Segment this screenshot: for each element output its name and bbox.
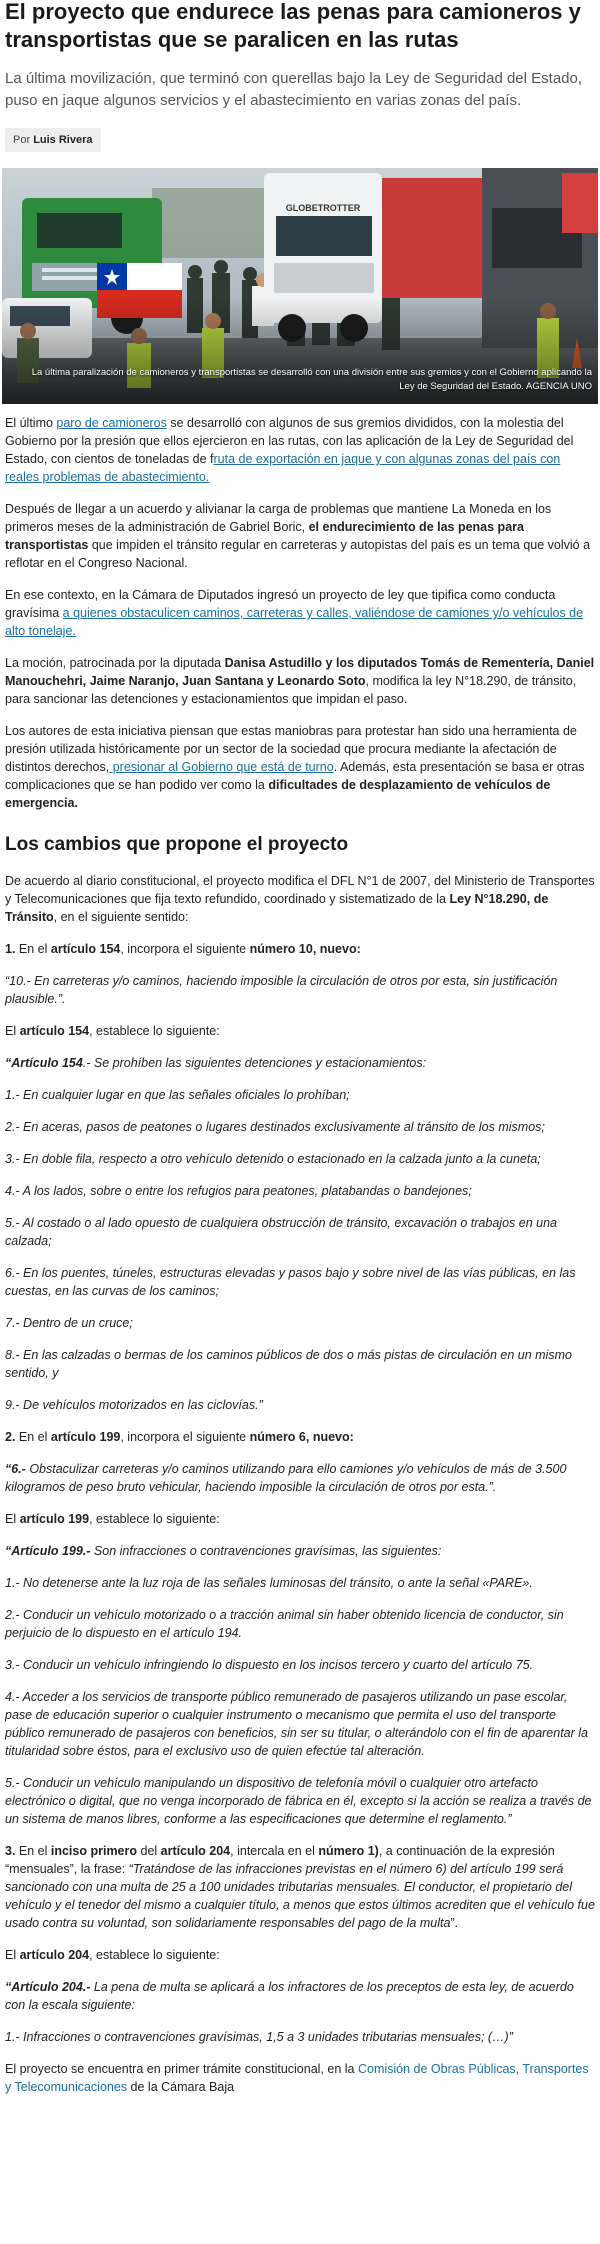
text: , establece lo siguiente: <box>89 1512 220 1526</box>
bold-text: artículo 154 <box>50 942 121 956</box>
article-199-lead <box>5 1542 595 1560</box>
paragraph-7 <box>5 940 595 958</box>
paragraph-12 <box>5 1946 595 1964</box>
article-154-item: 4.- A los lados, sobre o entre los refugios para peatones, platabandas o bandejones; <box>5 1184 472 1198</box>
text: , incorpora el siguiente <box>120 942 250 956</box>
bold-italic-text: “Artículo 154 <box>5 1056 83 1070</box>
italic-text: Obstaculizar carreteras y/o caminos utilizando para ello camiones y/o vehículos de más de 3.500 kilogramos de peso bruto vehicular, haciendo imposible la circulación de otros por esta.”. <box>5 1462 567 1494</box>
bold-italic-text: “Artículo 199.- <box>5 1544 91 1558</box>
bold-italic-text: “6.- <box>5 1462 26 1476</box>
bold-text: inciso primero <box>50 1844 138 1858</box>
bold-text: artículo 154 <box>19 1024 90 1038</box>
text: Los autores de esta iniciativa piensan que estas maniobras para protestar han sido una herramienta de presión utilizada históricamente por un sector de la sociedad que procura mediante la afectación de distintos derechos, <box>5 724 577 774</box>
article-154-item: 1.- En cualquier lugar en que las señales oficiales lo prohíban; <box>5 1088 350 1102</box>
text: El <box>5 1024 20 1038</box>
italic-text: .- Se prohíben las siguientes detenciones y estacionamientos: <box>82 1056 427 1070</box>
text: , establece lo siguiente: <box>89 1948 220 1962</box>
italic-text: Son infracciones o contravenciones gravísimas, las siguientes: <box>90 1544 442 1558</box>
byline <box>5 128 101 152</box>
article-154-item: 7.- Dentro de un cruce; <box>5 1316 133 1330</box>
section-heading: Los cambios que propone el proyecto <box>5 834 349 855</box>
text: En el <box>15 942 51 956</box>
author-link[interactable]: Luis Rivera <box>33 134 93 146</box>
bold-text: artículo 204 <box>19 1948 90 1962</box>
paragraph-1 <box>5 414 595 486</box>
text: , a continuación de la expresión “mensuales”, la frase: <box>5 1844 555 1876</box>
paragraph-6 <box>5 872 595 926</box>
bold-text: Danisa Astudillo y los diputados Tomás de Rementería, Daniel Manouchehri, Jaime Naranjo, Juan Santana y Leonardo Soto <box>5 656 595 688</box>
bold-text: 3. <box>5 1844 16 1858</box>
paragraph-8 <box>5 1022 595 1040</box>
text: de la Cámara Baja <box>127 2080 235 2094</box>
bold-text: número 6, nuevo: <box>249 1430 354 1444</box>
paragraph-9 <box>5 1428 595 1446</box>
bold-text: Ley N°18.290, de Tránsito <box>5 892 549 924</box>
bold-text: 2. <box>5 1430 16 1444</box>
text: , en el siguiente sentido: <box>53 910 189 924</box>
article-154-item: 9.- De vehículos motorizados en las ciclovías.” <box>5 1398 263 1412</box>
text: El proyecto se encuentra en primer trámite constitucional, en la <box>5 2062 358 2076</box>
byline-prefix: Por <box>13 134 31 146</box>
italic-text: La pena de multa se aplicará a los infractores de los preceptos de esta ley, de acuerdo con la escala siguiente: <box>5 1980 574 2012</box>
bold-text: número 10, nuevo: <box>249 942 361 956</box>
text: , incorpora el siguiente <box>120 1430 250 1444</box>
text: En ese contexto, en la Cámara de Diputados ingresó un proyecto de ley que tipifica como conducta gravísima <box>5 588 556 620</box>
bold-text: dificultades de desplazamiento de vehículos de emergencia. <box>5 778 551 810</box>
article-subtitle: La última movilización, que terminó con querellas bajo la Ley de Seguridad del Estado, puso en jaque algunos servicios y el abastecimiento en varias zonas del país. <box>5 70 583 109</box>
article-154-item: 2.- En aceras, pasos de peatones o lugares destinados exclusivamente al tránsito de los mismos; <box>5 1120 545 1134</box>
text: ”. <box>450 1916 459 1930</box>
article-body <box>0 414 600 2096</box>
italic-text: “Tratándose de las infracciones previstas en el número 6) del artículo 199 será sancionado con una multa de 25 a 100 unidades tributarias mensuales. El conductor, el propietario del vehículo y el tenedor del mismo a cualquier título, a menos que estos últimos acrediten que el vehículo fue usado contra su voluntad, son solidariamente responsables del pago de la multa <box>5 1862 595 1930</box>
text: En el <box>15 1844 51 1858</box>
text: La moción, patrocinada por la diputada <box>5 656 225 670</box>
paragraph-3 <box>5 586 595 640</box>
text: del <box>137 1844 161 1858</box>
text: se desarrolló con algunos de sus gremios divididos, con la molestia del Gobierno por la presión que ellos ejercieron en las rutas, con las aplicación de la Ley de Seguridad del Estado, con cientos de toneladas de f <box>5 416 574 466</box>
article-154-item: 6.- En los puentes, túneles, estructuras elevadas y pasos bajo y sobre nivel de las vías públicas, en las cuestas, en las curvas de los caminos; <box>5 1266 576 1298</box>
text: En el <box>15 1430 51 1444</box>
text: El último <box>5 416 57 430</box>
article-154-item: 3.- En doble fila, respecto a otro vehículo detenido o estacionado en la calzada junto a la cuneta; <box>5 1152 541 1166</box>
text: . Además, esta presentación se basa er otras complicaciones que se han podido ver como la <box>5 760 585 792</box>
text: , establece lo siguiente: <box>89 1024 220 1038</box>
article-199-item: 2.- Conducir un vehículo motorizado o a tracción animal sin haber obtenido licencia de conductor, sin perjuicio de lo dispuesto en el artículo 194. <box>5 1608 564 1640</box>
paragraph-4 <box>5 654 595 708</box>
bold-text: 1. <box>5 942 16 956</box>
article-204-lead <box>5 1978 595 2014</box>
article-154-item: 8.- En las calzadas o bermas de los caminos públicos de dos o más pistas de circulación en un mismo sentido, y <box>5 1348 572 1380</box>
text: Después de llegar a un acuerdo y alivianar la carga de problemas que mantiene La Moneda en los primeros meses de la administración de Gabriel Boric, <box>5 502 552 534</box>
paragraph-10 <box>5 1510 595 1528</box>
paragraph-5 <box>5 722 595 812</box>
text: El <box>5 1512 20 1526</box>
bold-text: el endurecimiento de las penas para transportistas <box>5 520 524 552</box>
bold-text: artículo 199 <box>19 1512 90 1526</box>
bold-text: artículo 204 <box>160 1844 231 1858</box>
link-presionar-gobierno[interactable]: presionar al Gobierno que está de turno <box>109 760 334 774</box>
link-paro-camioneros[interactable]: paro de camioneros <box>56 416 167 430</box>
bold-italic-text: “Artículo 204.- <box>5 1980 91 1994</box>
text: De acuerdo al diario constitucional, el proyecto modifica el DFL N°1 de 2007, del Ministerio de Transportes y Telecomunicaciones que fija texto refundido, coordinado y sistematizado de la <box>5 874 595 906</box>
bold-text: número 1) <box>318 1844 379 1858</box>
article-199-item: 3.- Conducir un vehículo infringiendo lo dispuesto en los incisos tercero y cuarto del artículo 75. <box>5 1658 534 1672</box>
article-154-lead <box>5 1054 595 1072</box>
paragraph-13 <box>5 2060 595 2096</box>
link-comision-obras-publicas[interactable]: Comisión de Obras Públicas, Transportes y Telecomunicaciones <box>5 2062 589 2094</box>
paragraph-11 <box>5 1842 595 1932</box>
bold-text: artículo 199 <box>50 1430 121 1444</box>
article-199-item: 5.- Conducir un vehículo manipulando un dispositivo de telefonía móvil o cualquier otro artefacto electrónico o digital, que no venga incorporado de fábrica en él, excepto si la acción se realiza a través de un sistema de manos libres, conforme a las especificaciones que determine el reglamento.” <box>5 1776 592 1826</box>
article-title: El proyecto que endurece las penas para camioneros y transportistas que se paralicen en las rutas <box>5 0 581 52</box>
quote-1 <box>5 972 595 1008</box>
article-154-item: 5.- Al costado o al lado opuesto de cualquiera obstrucción de tránsito, excavación o trabajos en una calzada; <box>5 1216 557 1248</box>
text: , intercala en el <box>230 1844 319 1858</box>
article-image <box>2 168 598 404</box>
text: que impiden el tránsito regular en carreteras y autopistas del país es un tema que volvió a reflotar en el Congreso Nacional. <box>5 538 591 570</box>
article-199-item: 1.- No detenerse ante la luz roja de las señales luminosas del tránsito, o ante la señal «PARE». <box>5 1576 533 1590</box>
link-obstaculicen-caminos[interactable]: a quienes obstaculicen caminos, carreteras y calles, valiéndose de camiones y/o vehículos de alto tonelaje. <box>5 606 584 638</box>
text: , modifica la ley N°18.290, de tránsito, para sancionar las detenciones y estacionamientos que impidan el paso. <box>5 674 577 706</box>
article-199-item: 4.- Acceder a los servicios de transporte público remunerado de pasajeros utilizando un pase escolar, pase de educación superior o cualquier instrumento o mecanismo que permita el uso del transporte público remunerado de pasajeros con beneficios, sin ser su titular, o alterándolo con el fin de aparentar la titularidad sobre éstos, para el exclusivo uso de quien efectúe tal alteración. <box>5 1690 588 1758</box>
image-caption: La última paralización de camioneros y transportistas se desarrolló con una división entre sus gremios y con el Gobierno aplicando la Ley de Seguridad del Estado. AGENCIA UNO <box>31 367 592 392</box>
italic-text: “10.- En carreteras y/o caminos, haciendo imposible la circulación de otros por esta, sin justificación plausible.”. <box>5 974 558 1006</box>
text: El <box>5 1948 20 1962</box>
link-ruta-exportacion[interactable]: ruta de exportación en jaque y con algunas zonas del país con reales problemas de abastecimiento. <box>5 452 561 484</box>
quote-2 <box>5 1460 595 1496</box>
article-204-item: 1.- Infracciones o contravenciones gravísimas, 1,5 a 3 unidades tributarias mensuales; (…)” <box>5 2030 513 2044</box>
paragraph-2 <box>5 500 595 572</box>
